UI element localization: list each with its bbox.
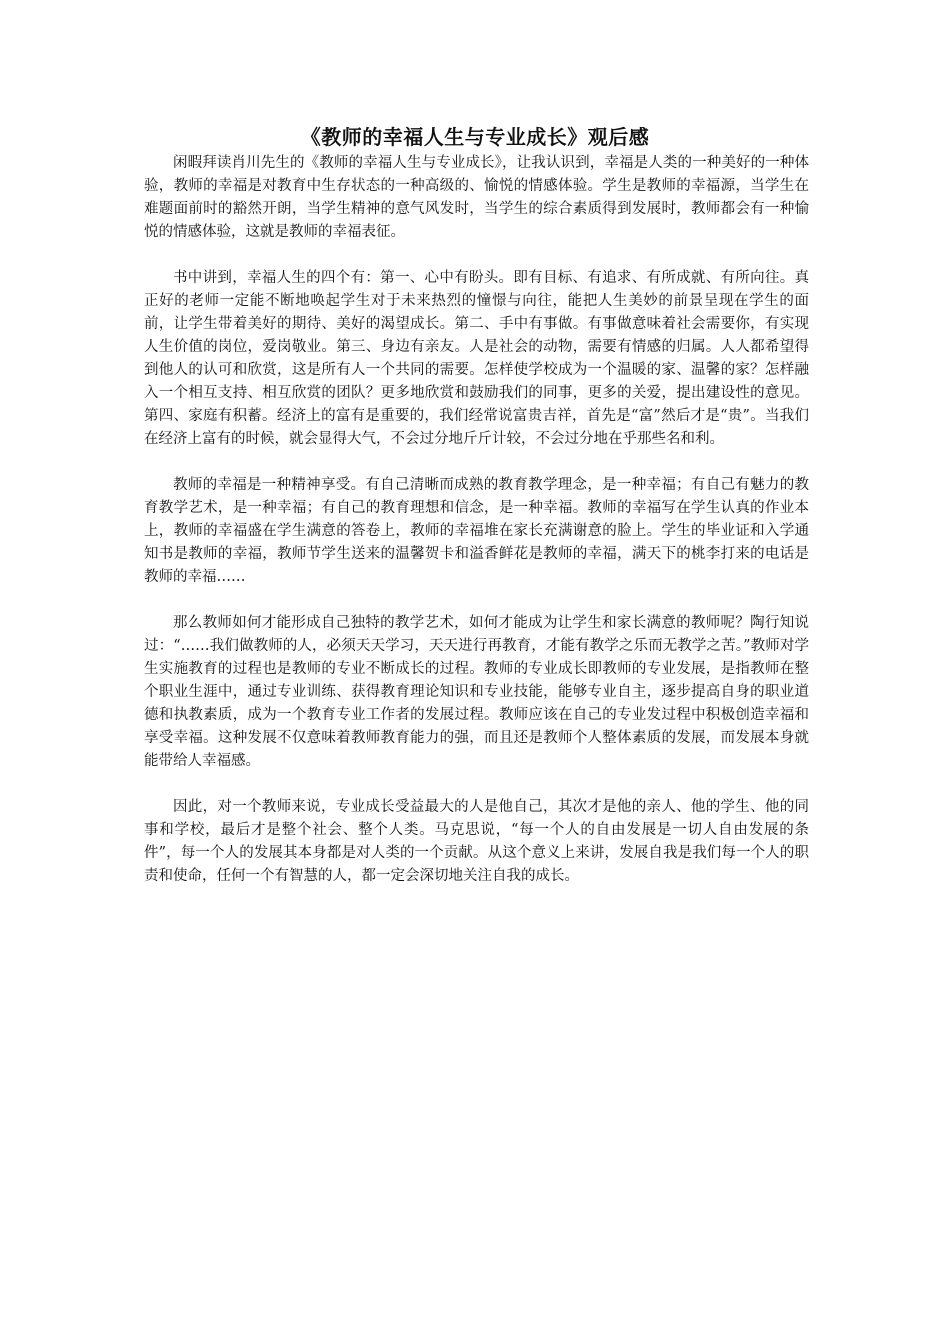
paragraph-3: 教师的幸福是一种精神享受。有自己清晰而成熟的教育教学理念，是一种幸福；有自己有魅力的教育教学艺术，是一种幸福；有自己的教育理想和信念，是一种幸福。教师的幸福写在学生认真的作业本上，教师的幸福盛在学生满意的答卷上，教师的幸福堆在家长充满谢意的脸上。学生的毕业证和入学通知书是教师的幸福，教师节学生送来的温馨贺卡和溢香鲜花是教师的幸福，满天下的桃李打来的电话是教师的幸福…… [144,477,809,585]
paragraph-2: 书中讲到，幸福人生的四个有：第一、心中有盼头。即有目标、有追求、有所成就、有所向往。真正好的老师一定能不断地唤起学生对于未来热烈的憧憬与向往，能把人生美妙的前景呈现在学生的面前，让学生带着美好的期待、美好的渴望成长。第二、手中有事做。有事做意味着社会需要你，有实现人生价值的岗位，爱岗敬业。第三、身边有亲友。人是社会的动物，需要有情感的归属。人人都希望得到他人的认可和欣赏，这是所有人一个共同的需要。怎样使学校成为一个温暖的家、温馨的家？怎样融入一个相互支持、相互欣赏的团队？更多地欣赏和鼓励我们的同事，更多的关爱，提出建设性的意见。第四、家庭有积蓄。经济上的富有是重要的，我们经常说富贵吉祥，首先是“富”然后才是“贵”。当我们在经济上富有的时候，就会显得大气，不会过分地斤斤计较，不会过分地在乎那些名和利。 [144,270,809,447]
document-title: 《教师的幸福人生与专业成长》观后感 [300,125,650,149]
paragraph-5: 因此，对一个教师来说，专业成长受益最大的人是他自己，其次才是他的亲人、他的学生、他的同事和学校，最后才是整个社会、整个人类。马克思说，“每一个人的自由发展是一切人自由发展的条件”，每一个人的发展其本身都是对人类的一个贡献。从这个意义上来讲，发展自我是我们每一个人的职责和使命，任何一个有智慧的人，都一定会深切地关注自我的成长。 [144,799,809,884]
paragraph-1: 闲暇拜读肖川先生的《教师的幸福人生与专业成长》，让我认识到，幸福是人类的一种美好的一种体验，教师的幸福是对教育中生存状态的一种高级的、愉悦的情感体验。学生是教师的幸福源，当学生在难题面前时的豁然开朗，当学生精神的意气风发时，当学生的综合素质得到发展时，教师都会有一种愉悦的情感体验，这就是教师的幸福表征。 [144,155,809,240]
document-body [144,152,809,911]
paragraph-4: 那么教师如何才能形成自己独特的教学艺术，如何才能成为让学生和家长满意的教师呢？陶行知说过：“……我们做教师的人，必须天天学习，天天进行再教育，才能有教学之乐而无教学之苦。”教师对学生实施教育的过程也是教师的专业不断成长的过程。教师的专业成长即教师的专业发展，是指教师在整个职业生涯中，通过专业训练、获得教育理论知识和专业技能，能够专业自主，逐步提高自身的职业道德和执教素质，成为一个教育专业工作者的发展过程。教师应该在自己的专业发过程中积极创造幸福和享受幸福。这种发展不仅意味着教师教育能力的强，而且还是教师个人整体素质的发展，而发展本身就能带给人幸福感。 [144,615,809,769]
